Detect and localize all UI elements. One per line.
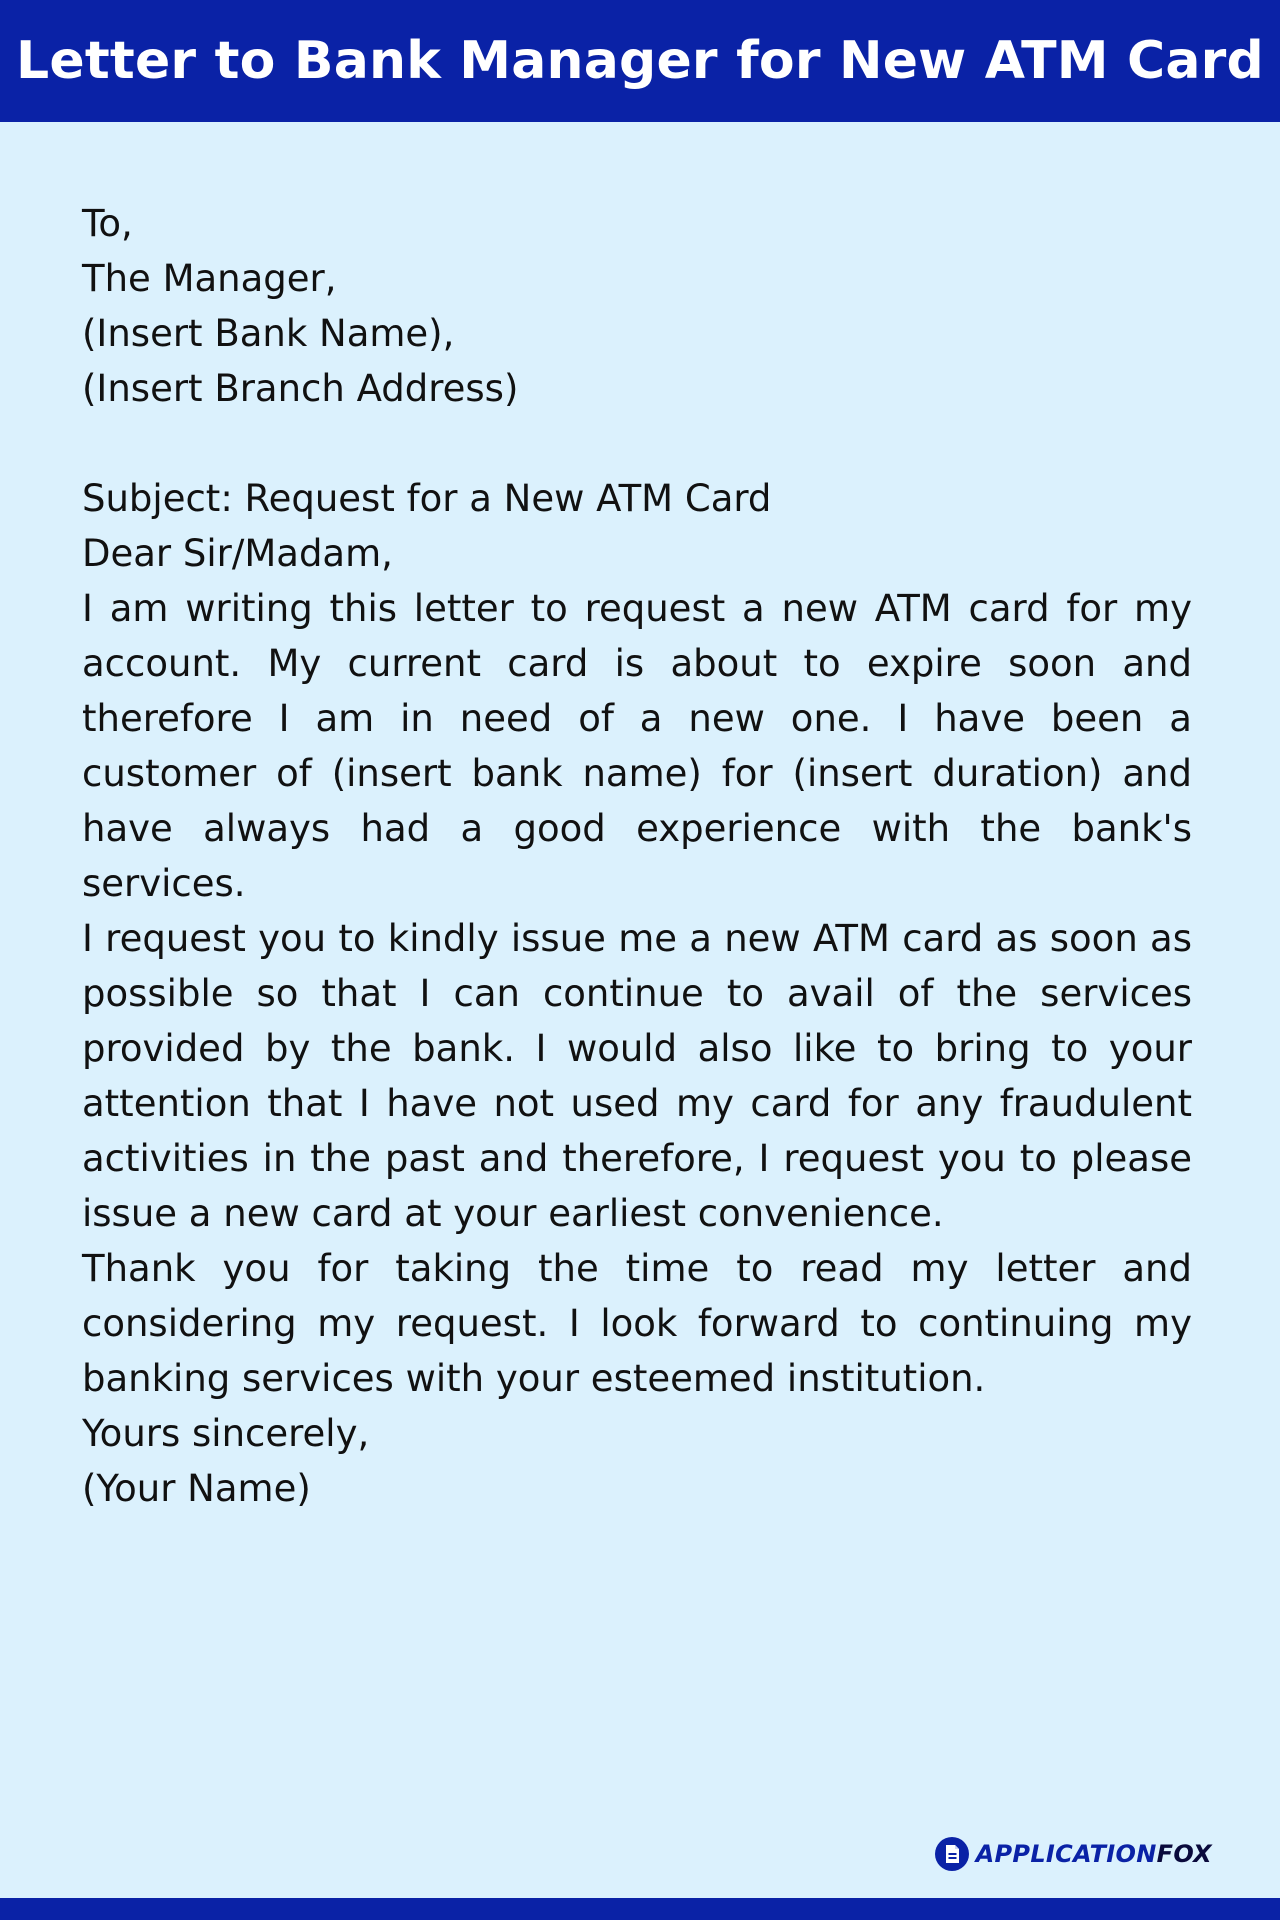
logo-text-application: APPLICATION: [975, 1840, 1157, 1868]
letter-closing: Yours sincerely,: [82, 1412, 370, 1455]
paragraph: I am writing this letter to request a new ATM card for my account. My current card is about to expire soon and therefore I am in need of a new one. I have been a customer of (insert bank name) for (insert duration) and have always had a good experience with the bank's services.: [82, 587, 1192, 905]
letter-salutation: Dear Sir/Madam,: [82, 532, 393, 575]
letter-body: [82, 196, 1192, 1516]
address-bank-name: (Insert Bank Name),: [82, 312, 455, 355]
paragraph: Thank you for taking the time to read my letter and considering my request. I look forward to continuing my banking services with your esteemed institution.: [82, 1247, 1192, 1400]
logo-text-fox: FOX: [1156, 1840, 1212, 1868]
page-title: Letter to Bank Manager for New ATM Card: [16, 31, 1264, 91]
address-to: To,: [82, 202, 133, 245]
paragraph: I request you to kindly issue me a new ATM card as soon as possible so that I can continue to avail of the services provided by the bank. I would also like to bring to your attention that I have not used my card for any fraudulent activities in the past and therefore, I request you to please issue a new card at your earliest convenience.: [82, 917, 1192, 1235]
footer-bar: [0, 1898, 1280, 1920]
header-bar: [0, 0, 1280, 122]
letter-signature: (Your Name): [82, 1467, 311, 1510]
recipient-address: [82, 196, 1192, 416]
address-branch: (Insert Branch Address): [82, 367, 519, 410]
logo-wordmark: [976, 1840, 1212, 1868]
letter-subject: Subject: Request for a New ATM Card: [82, 477, 772, 520]
document-icon: [934, 1836, 970, 1872]
address-manager: The Manager,: [82, 257, 337, 300]
letter-signoff: [82, 1406, 1192, 1516]
applicationfox-logo: [934, 1836, 1212, 1872]
